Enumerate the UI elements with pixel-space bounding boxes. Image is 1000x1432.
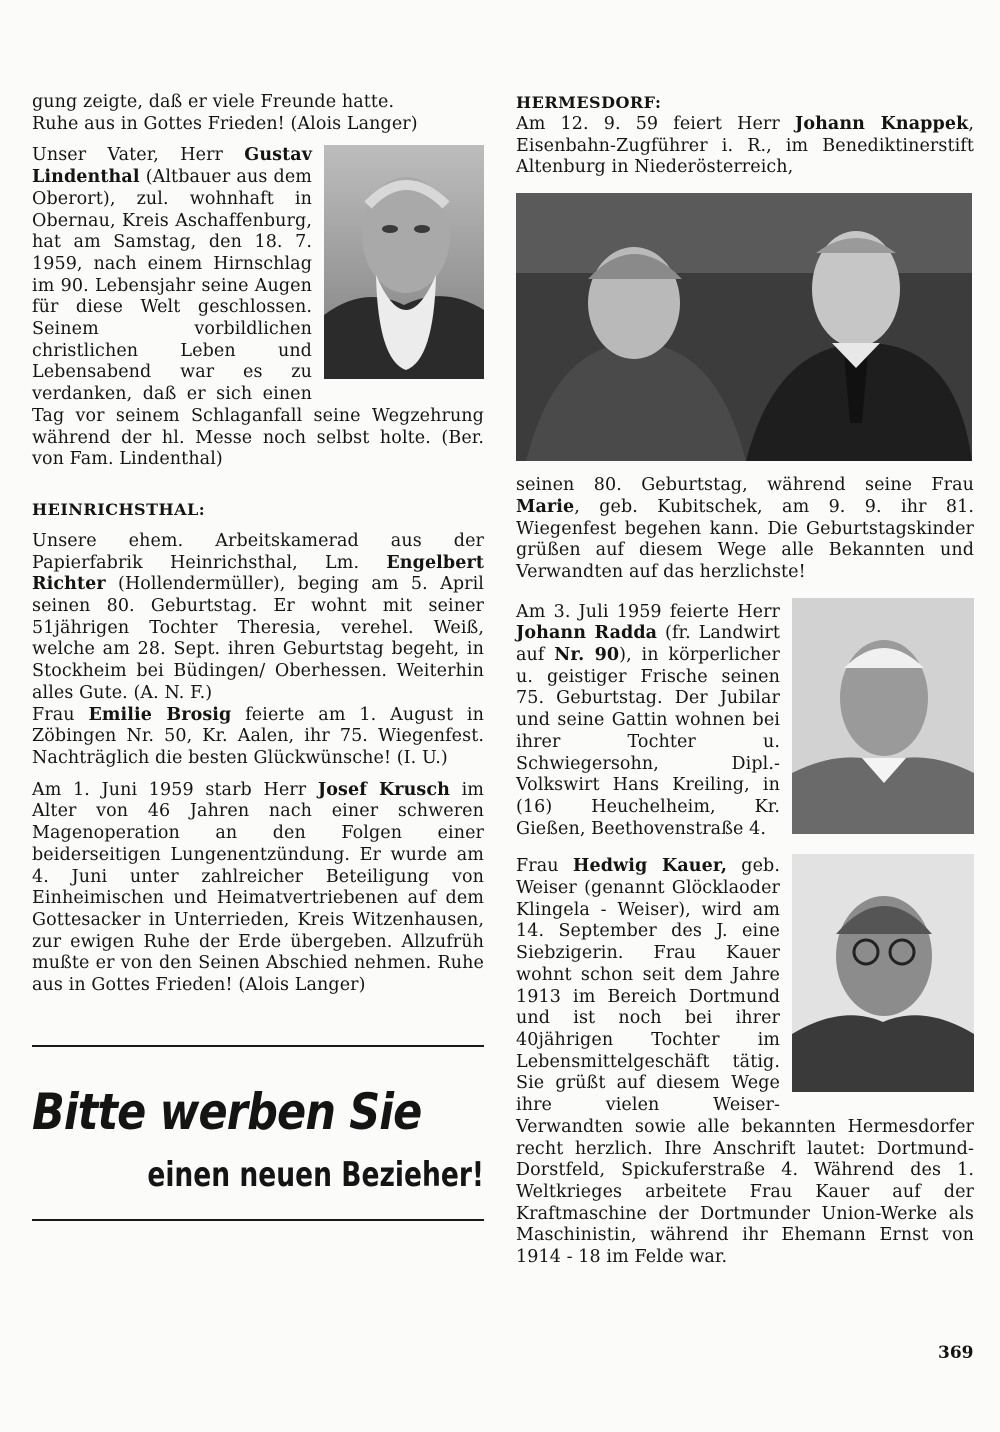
radda-text-1: Am 3. Juli 1959 feierte Herr [516,601,780,622]
richter-text-2: (Hollendermüller), beging am 5. April seinen 80. Geburtstag. Er wohnt mit seiner 51jährigen Tochter Theresia, verehel. Weiß, welche am 28. Sept. ihren Geburtstag begeht, in Stockheim bei Büdingen/ Oberhessen. Weiterhin alles Gute. (A. N. F.) [32,574,484,703]
brosig-name: Emilie Brosig [88,704,232,725]
lindenthal-text-pre: Unser Vater, Herr [32,145,245,166]
knappek-text-2: , Eisenbahn-Zugführer i. R., im Benediktinerstift Altenburg in Niederösterreich, [516,114,974,178]
brosig-text-1: Frau [32,704,89,725]
krusch-text-1: Am 1. Juni 1959 starb Herr [32,779,318,800]
radda-name: Johann Radda [516,623,658,644]
knappek-name: Johann Knappek [794,114,969,134]
brosig-text-2: feierte am 1. August in Zöbingen Nr. 50, Kr. Aalen, ihr 75. Wiegenfest. Nachträglich die besten Glückwünsche! (I. U.) [32,704,484,768]
kauer-name: Hedwig Kauer, [572,856,728,877]
portrait-johann-radda [792,598,974,834]
richter-text-1: Unsere ehem. Arbeitskamerad aus der Papierfabrik Heinrichsthal, Lm. [32,530,484,573]
kauer-text-2: geb. Weiser (genannt Glöcklaoder Klingela - Weiser), wird am 14. September des J. eine Siebzigerin. Frau Kauer wohnt schon seit dem Jahre 1913 im Bereich Dortmund und ist noch bei ihrer 40jährigen Tochter im Lebensmittelgeschäft tätig. Sie grüßt auf diesem Wege ihre vielen Weiser-Verwandten sowie alle bekannten Hermesdorfer recht herzlich. Ihre Anschrift lautet: Dortmund-Dorstfeld, Spickuferstraße 4. Während des 1. Weltkrieges arbeitete Frau Kauer auf der Kraftmaschine der Dortmunder Union-Werke als Maschinistin, während ihr Ehemann Ernst von 1914 - 18 im Felde war. [516,856,974,1268]
knappek-text-4: , geb. Kubitschek, am 9. 9. ihr 81. Wiegenfest begehen kann. Die Geburtstagskinder grüßen auf diesem Wege alle Bekannten und Verwandten auf das herzlichste! [516,496,974,582]
radda-text-3: ), in körperlicher u. geistiger Frische seinen 75. Geburtstag. Der Jubilar und seine Gattin wohnen bei ihrer Tochter u. Schwiegersohn, Dipl.-Volkswirt Hans Kreiling, in (16) Heuchelheim, Kr. Gießen, Beethovenstraße 4. [516,645,780,839]
krusch-text-2: im Alter von 46 Jahren nach einer schweren Magenoperation an den Folgen einer beiderseitigen Lungenentzündung. Er wurde am 4. Juni unter zahlreicher Beteiligung von Einheimischen und Heimatvertriebenen auf dem Gottesacker in Unterrieden, Kreis Witzenhausen, zur ewigen Ruhe der Erde übergeben. Allzufrüh mußte er von den Seinen Abschied nehmen. Ruhe aus in Gottes Frieden! (Alois Langer) [32,779,484,996]
right-column [516,92,974,1269]
krusch-name: Josef Krusch [317,779,450,800]
richter-name: Engelbert Richter [32,552,484,595]
knappek-text-1: Am 12. 9. 59 feiert Herr [516,114,795,134]
heading-heinrichsthal: HEINRICHSTHAL: [32,499,206,519]
radda-text-2: (fr. Landwirt auf [516,623,780,666]
intro-line-2: Ruhe aus in Gottes Frieden! (Alois Langer) [32,113,418,134]
ad-top-rule [32,1045,484,1047]
page-number: 369 [938,1343,974,1363]
knappek-text-3: seinen 80. Geburtstag, während seine Frau [516,475,974,496]
advert-title: Bitte werben Sie [32,1082,422,1141]
advert-subtitle: einen neuen Bezieher! [147,1154,484,1195]
radda-house-number: Nr. 90 [554,645,620,666]
heading-hermesdorf: HERMESDORF: [516,93,662,112]
ad-bottom-rule [32,1219,484,1221]
advert-box [32,1083,484,1195]
portrait-hedwig-kauer [792,854,974,1092]
portrait-gustav-lindenthal [324,145,484,379]
intro-line-1: gung zeigte, daß er viele Freunde hatte. [32,92,395,112]
lindenthal-text-post: (Altbauer aus dem Oberort), zul. wohnhaft in Obernau, Kreis Aschaffenburg, hat am Samstag, den 18. 7. 1959, nach einem Hirnschlag im 90. Lebensjahr seine Augen für diese Welt geschlossen. Seinem vorbildlichen christlichen Leben und Lebensabend war es zu verdanken, daß er sich einen Tag vor seinem Schlaganfall seine Wegzehrung während der hl. Messe noch selbst holte. (Ber. von Fam. Lindenthal) [32,167,484,470]
photo-knappek-couple [516,193,972,461]
lindenthal-name: Gustav Lindenthal [32,145,312,188]
left-column [32,92,484,1221]
kauer-text-1: Frau [516,856,573,877]
marie-name: Marie [516,496,575,517]
